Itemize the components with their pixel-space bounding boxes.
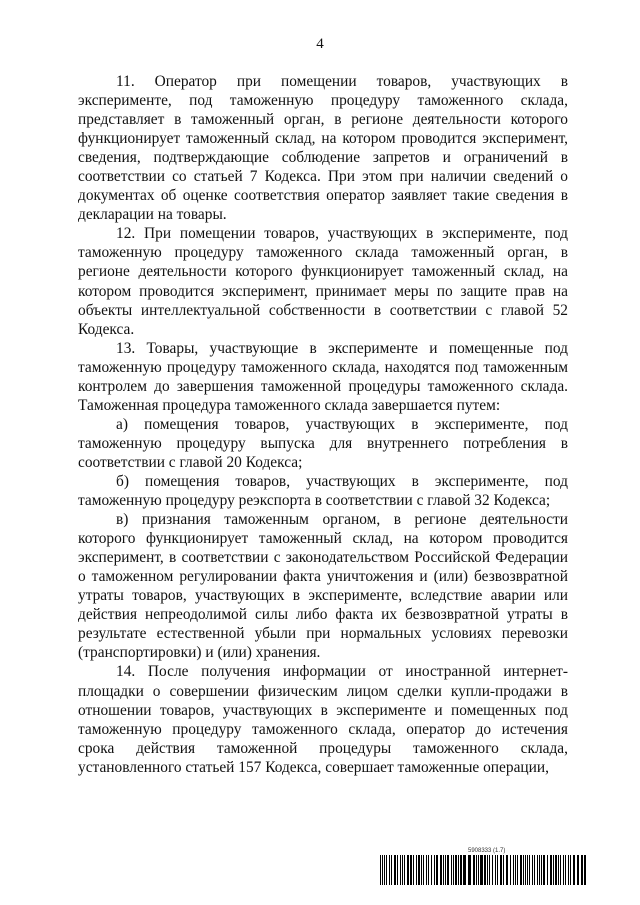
paragraph-11: 11. Оператор при помещении товаров, участвующих в эксперименте, под таможенную процедуру таможенного склада, представляет в таможенный орган, в регионе деятельности которого функционирует таможенный склад, на котором проводится эксперимент, сведения, подтверждающие соблюдение запретов и ограничений в соответствии со статьей 7 Кодекса. При этом при наличии сведений о документах об оценке соответствия оператор заявляет такие сведения в декларации на товары. [78,73,568,224]
paragraph-13-b: б) помещения товаров, участвующих в эксперименте, под таможенную процедуру реэкспорта в соответствии с главой 32 Кодекса; [78,472,568,510]
paragraph-13: 13. Товары, участвующие в эксперименте и помещенные под таможенную процедуру таможенного склада, находятся под таможенным контролем до завершения таможенной процедуры таможенного склада. Таможенная процедура таможенного склада завершается путем: [78,339,568,414]
page-number: 4 [316,36,324,52]
paragraph-12: 12. При помещении товаров, участвующих в эксперименте, под таможенную процедуру таможенного склада таможенный орган, в регионе деятельности которого функционирует таможенный склад, на котором проводится эксперимент, принимает меры по защите прав на объекты интеллектуальной собственности в соответствии с главой 52 Кодекса. [78,225,568,338]
paragraph-13-v: в) признания таможенным органом, в регионе деятельности которого функционирует таможенный склад, на котором проводится эксперимент, в соответствии с законодательством Российской Федерации о таможенном регулировании факта уничтожения и (или) безвозвратной утраты товаров, участвующих в эксперименте, вследствие аварии или действия непреодолимой силы либо факта их безвозвратной утраты в результате естественной убыли при нормальных условиях перевозки (транспортировки) и (или) хранения. [78,511,568,662]
paragraph-13-a: а) помещения товаров, участвующих в эксперименте, под таможенную процедуру выпуска для внутреннего потребления в соответствии с главой 20 Кодекса; [78,415,568,471]
paragraph-14: 14. После получения информации от иностранной интернет-площадки о совершении физическим лицом сделки купли-продажи в отношении товаров, участвующих в эксперименте и помещенных под таможенную процедуру таможенного склада, оператор до истечения срока действия таможенной процедуры таможенного склада, установленного статьей 157 Кодекса, совершает таможенные операции, [78,663,568,776]
document-code: 5908333 (1.7) [468,848,506,854]
barcode-image [380,855,586,885]
document-body [78,72,568,777]
